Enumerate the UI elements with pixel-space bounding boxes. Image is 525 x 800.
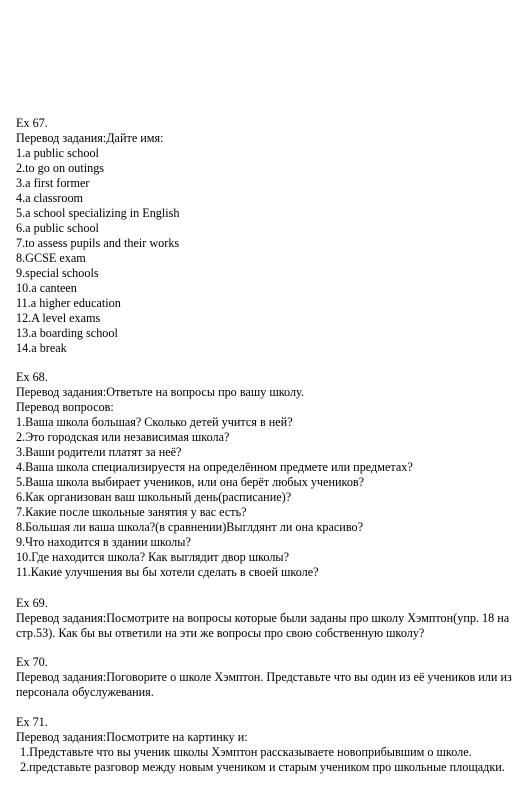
question-item: 6.Как организован ваш школьный день(расписание)?: [16, 490, 292, 504]
list-item: 13.a boarding school: [16, 326, 118, 340]
list-item: 11.a higher education: [16, 296, 121, 310]
list-item: 8.GCSE exam: [16, 251, 86, 265]
list-item: 4.a classroom: [16, 191, 84, 205]
question-item: 2.Это городская или независимая школа?: [16, 430, 230, 444]
question-item: 8.Большая ли ваша школа?(в сравнении)Выглдянт ли она красиво?: [16, 520, 363, 534]
list-item: 5.a school specializing in English: [16, 206, 180, 220]
task-text: Перевод задания:Дайте имя:: [16, 131, 164, 145]
exercise-71: [16, 715, 521, 775]
question-item: 11.Какие улучшения вы бы хотели сделать в своей школе?: [16, 565, 319, 579]
list-item: 2.to go on outings: [16, 161, 105, 175]
exercise-title: Ex 70.: [16, 655, 48, 669]
exercise-67: [16, 116, 521, 356]
exercise-68: [16, 370, 521, 580]
task-text: Перевод задания:Поговорите о школе Хэмптон. Представьте что вы один из её учеников или из персонала обуслужевания.: [16, 670, 512, 699]
exercise-title: Ex 69.: [16, 596, 48, 610]
list-item: 6.a public school: [16, 221, 99, 235]
list-item: 1.a public school: [16, 146, 99, 160]
question-item: 5.Ваша школа выбирает учеников, или она берёт любых учеников?: [16, 475, 365, 489]
list-item: 2.представьте разговор между новым учеником и старым учеником про школьные площадки.: [20, 760, 505, 774]
question-item: 4.Ваша школа специализируестя на определённом предмете или предметах?: [16, 460, 413, 474]
list-item: 7.to assess pupils and their works: [16, 236, 180, 250]
question-item: 3.Ваши родители платят за неё?: [16, 445, 182, 459]
task-text: Перевод задания:Посмотрите на вопросы которые были заданы про школу Хэмптон(упр. 18 на стр.53). Как бы вы ответили на эти же вопросы про свою собственную школу?: [16, 611, 510, 640]
subtitle-text: Перевод вопросов:: [16, 400, 114, 414]
question-item: 9.Что находится в здании школы?: [16, 535, 191, 549]
task-text: Перевод задания:Посмотрите на картинку и:: [16, 730, 248, 744]
list-item: 12.A level exams: [16, 311, 101, 325]
exercise-69: [16, 596, 521, 641]
list-item: 14.a break: [16, 341, 67, 355]
question-item: 10.Где находится школа? Как выглядит двор школы?: [16, 550, 290, 564]
question-item: 1.Ваша школа большая? Сколько детей учится в ней?: [16, 415, 293, 429]
task-text: Перевод задания:Ответьте на вопросы про вашу школу.: [16, 385, 304, 399]
exercise-70: [16, 655, 521, 700]
list-item: 3.a first former: [16, 176, 90, 190]
exercise-title: Ex 67.: [16, 116, 48, 130]
exercise-title: Ex 68.: [16, 370, 48, 384]
list-item: 9.special schools: [16, 266, 99, 280]
list-item: 1.Представьте что вы ученик школы Хэмптон рассказываете новоприбывшим о школе.: [20, 745, 472, 759]
question-item: 7.Какие после школьные занятия у вас есть?: [16, 505, 247, 519]
exercise-title: Ex 71.: [16, 715, 48, 729]
list-item: 10.a canteen: [16, 281, 77, 295]
